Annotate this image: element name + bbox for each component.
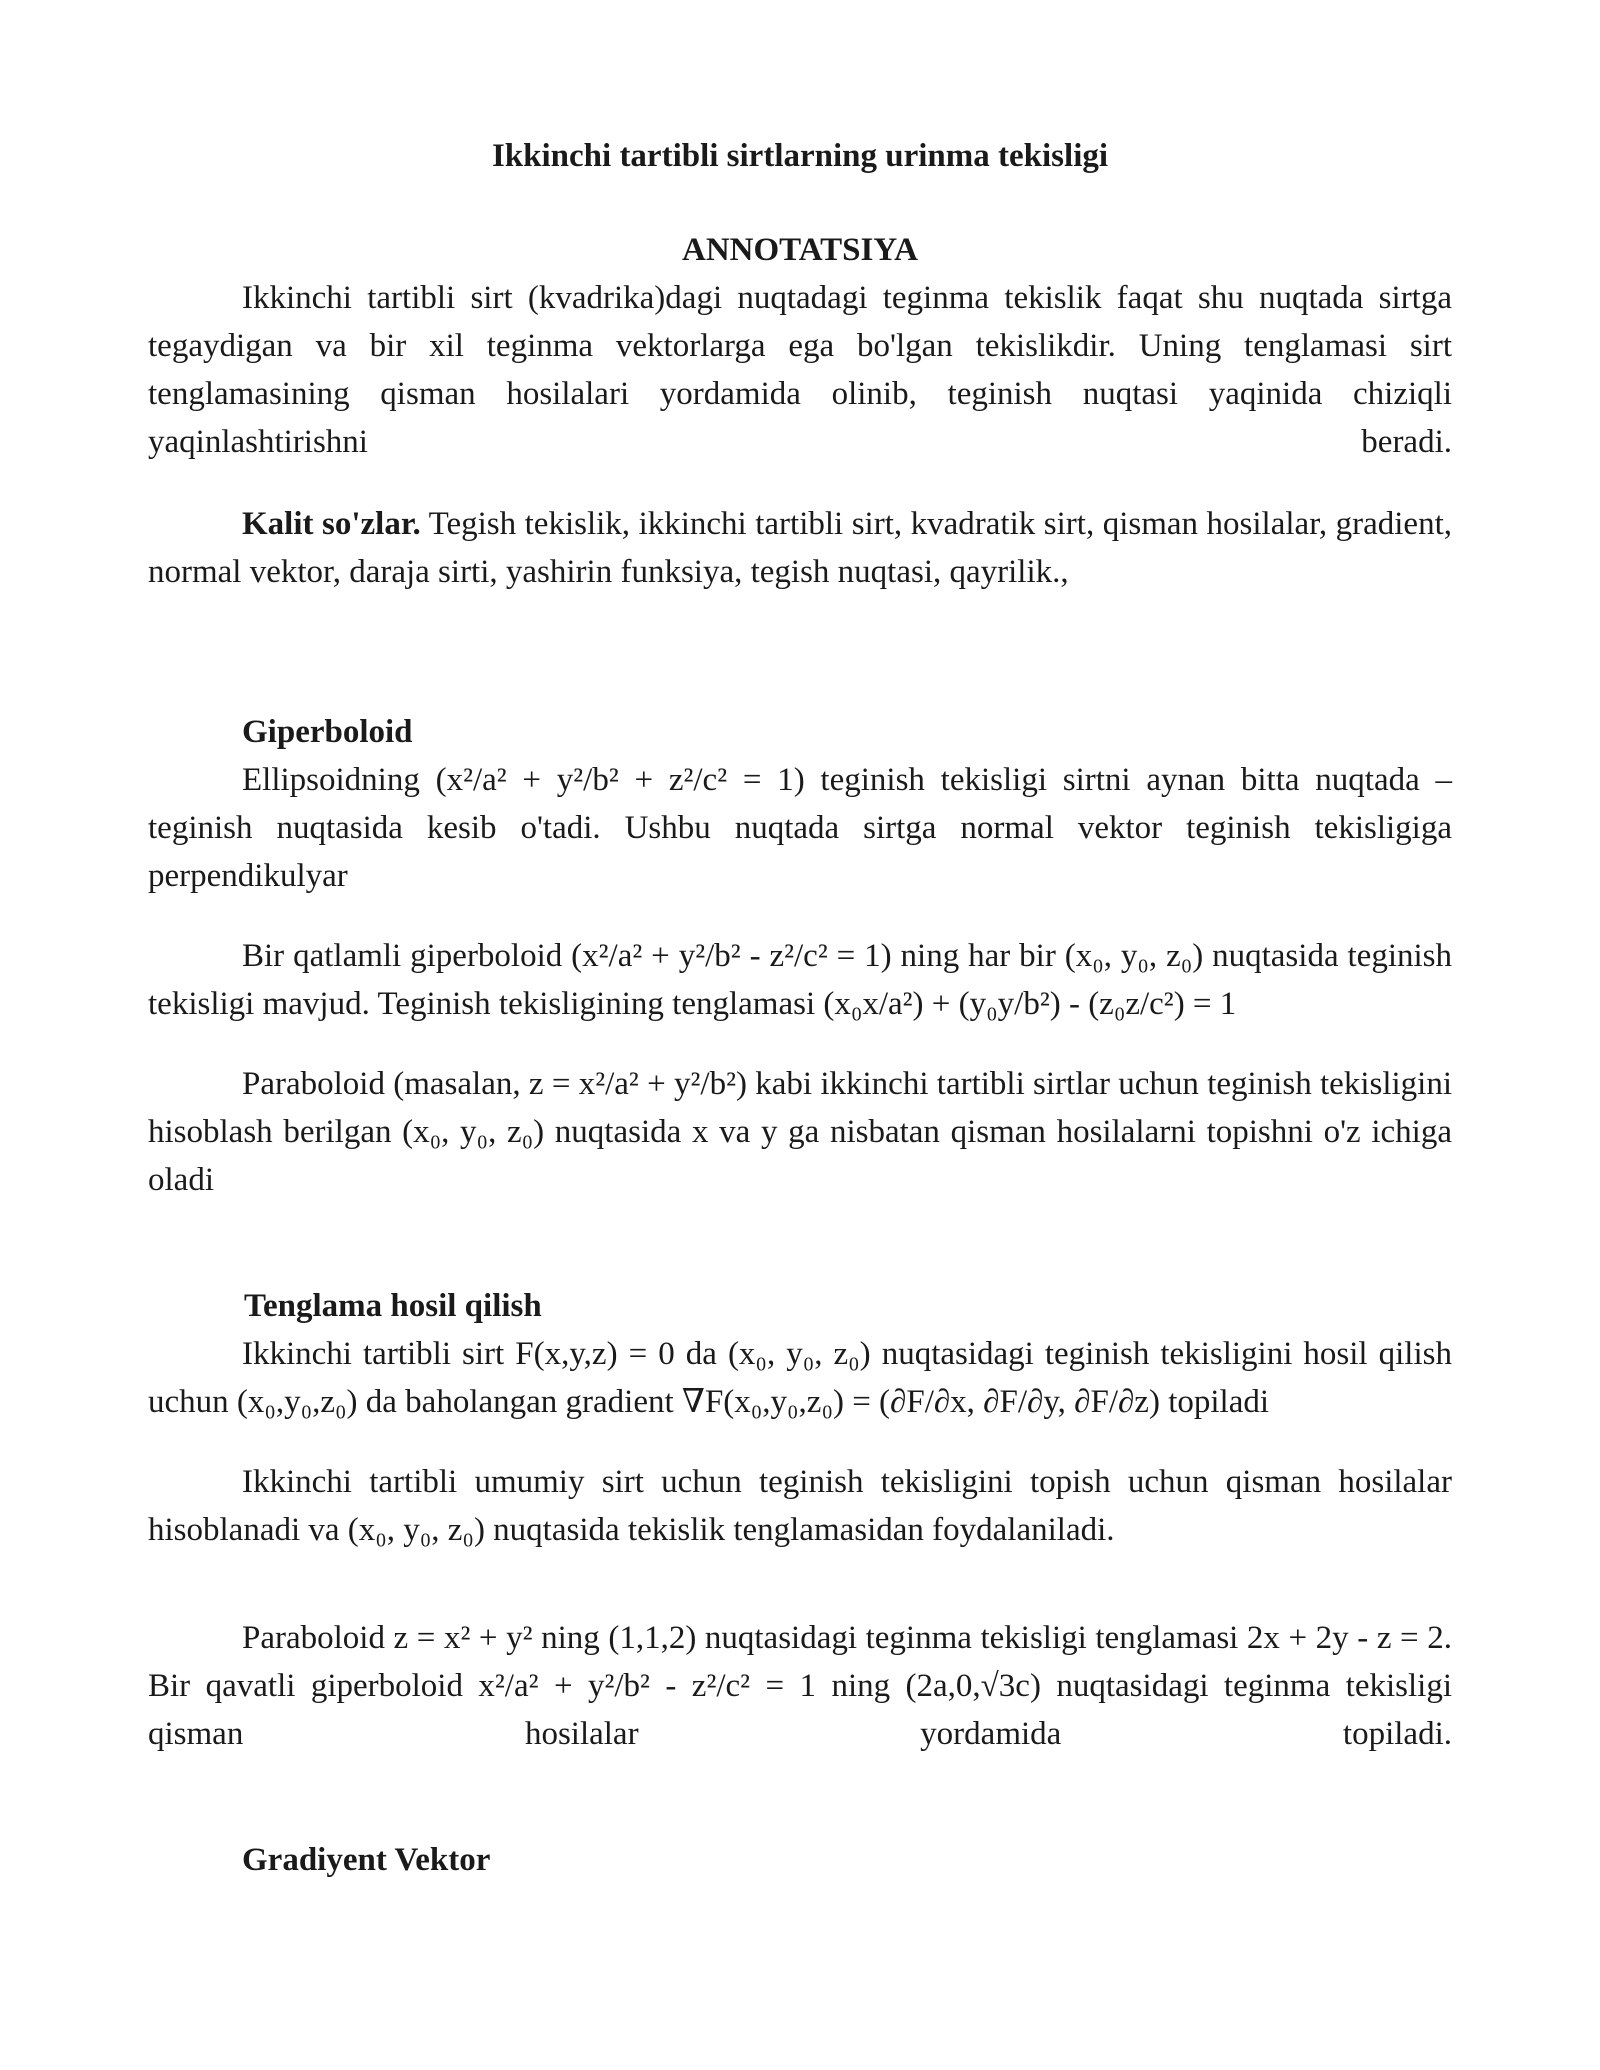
section-heading-giperboloid: Giperboloid: [242, 714, 413, 750]
section-heading-gradiyent: Gradiyent Vektor: [242, 1842, 491, 1878]
annotation-heading: ANNOTATSIYA: [682, 232, 918, 268]
section-paragraph: Paraboloid (masalan, z = x²/a² + y²/b²) kabi ikkinchi tartibli sirtlar uchun teginish tekisligini hisoblash berilgan (x₀, y₀, z₀) nuqtasida x va y ga nisbatan qisman hosilalarni topishni o'z ichiga oladi: [148, 1066, 1452, 1198]
section-paragraph: Bir qatlamli giperboloid (x²/a² + y²/b² - z²/c² = 1) ning har bir (x₀, y₀, z₀) nuqtasida teginish tekisligi mavjud. Teginish tekisligining tenglamasi (x₀x/a²) + (y₀y/b²) - (z₀z/c²) = 1: [148, 938, 1452, 1022]
section-paragraph: Ellipsoidning (x²/a² + y²/b² + z²/c² = 1) teginish tekisligi sirtni aynan bitta nuqtada – teginish nuqtasida kesib o'tadi. Ushbu nuqtada sirtga normal vektor teginish tekisligiga perpendikulyar: [148, 762, 1452, 894]
section-heading-tenglama: Tenglama hosil qilish: [244, 1288, 542, 1324]
keywords-paragraph: [148, 500, 1452, 596]
section-paragraph: Paraboloid z = x² + y² ning (1,1,2) nuqtasidagi teginma tekisligi tenglamasi 2x + 2y - z = 2. Bir qavatli giperboloid x²/a² + y²/b² - z²/c² = 1 ning (2a,0,√3c) nuqtasidagi teginma tekisligi qisman hosilalar yordamida topiladi.: [148, 1620, 1452, 1752]
section-paragraph: Ikkinchi tartibli umumiy sirt uchun teginish tekisligini topish uchun qisman hosilalar hisoblanadi va (x₀, y₀, z₀) nuqtasida tekislik tenglamasidan foydalaniladi.: [148, 1464, 1452, 1548]
section-paragraph: Ikkinchi tartibli sirt F(x,y,z) = 0 da (x₀, y₀, z₀) nuqtasidagi teginish tekisligini hosil qilish uchun (x₀,y₀,z₀) da baholangan gradient ∇F(x₀,y₀,z₀) = (∂F/∂x, ∂F/∂y, ∂F/∂z) topiladi: [148, 1336, 1452, 1420]
keywords-text: Tegish tekislik, ikkinchi tartibli sirt, kvadratik sirt, qisman hosilalar, gradient, normal vektor, daraja sirti, yashirin funksiya, tegish nuqtasi, qayrilik.,: [148, 506, 1452, 590]
annotation-paragraph: Ikkinchi tartibli sirt (kvadrika)dagi nuqtadagi teginma tekislik faqat shu nuqtada sirtga tegaydigan va bir xil teginma vektorlarga ega bo'lgan tekislikdir. Uning tenglamasi sirt tenglamasining qisman hosilalari yordamida olinib, teginish nuqtasi yaqinida chiziqli yaqinlashtirishni beradi.: [148, 280, 1452, 460]
keywords-label: Kalit so'zlar.: [242, 506, 421, 542]
document-title: Ikkinchi tartibli sirtlarning urinma tekisligi: [491, 138, 1109, 174]
